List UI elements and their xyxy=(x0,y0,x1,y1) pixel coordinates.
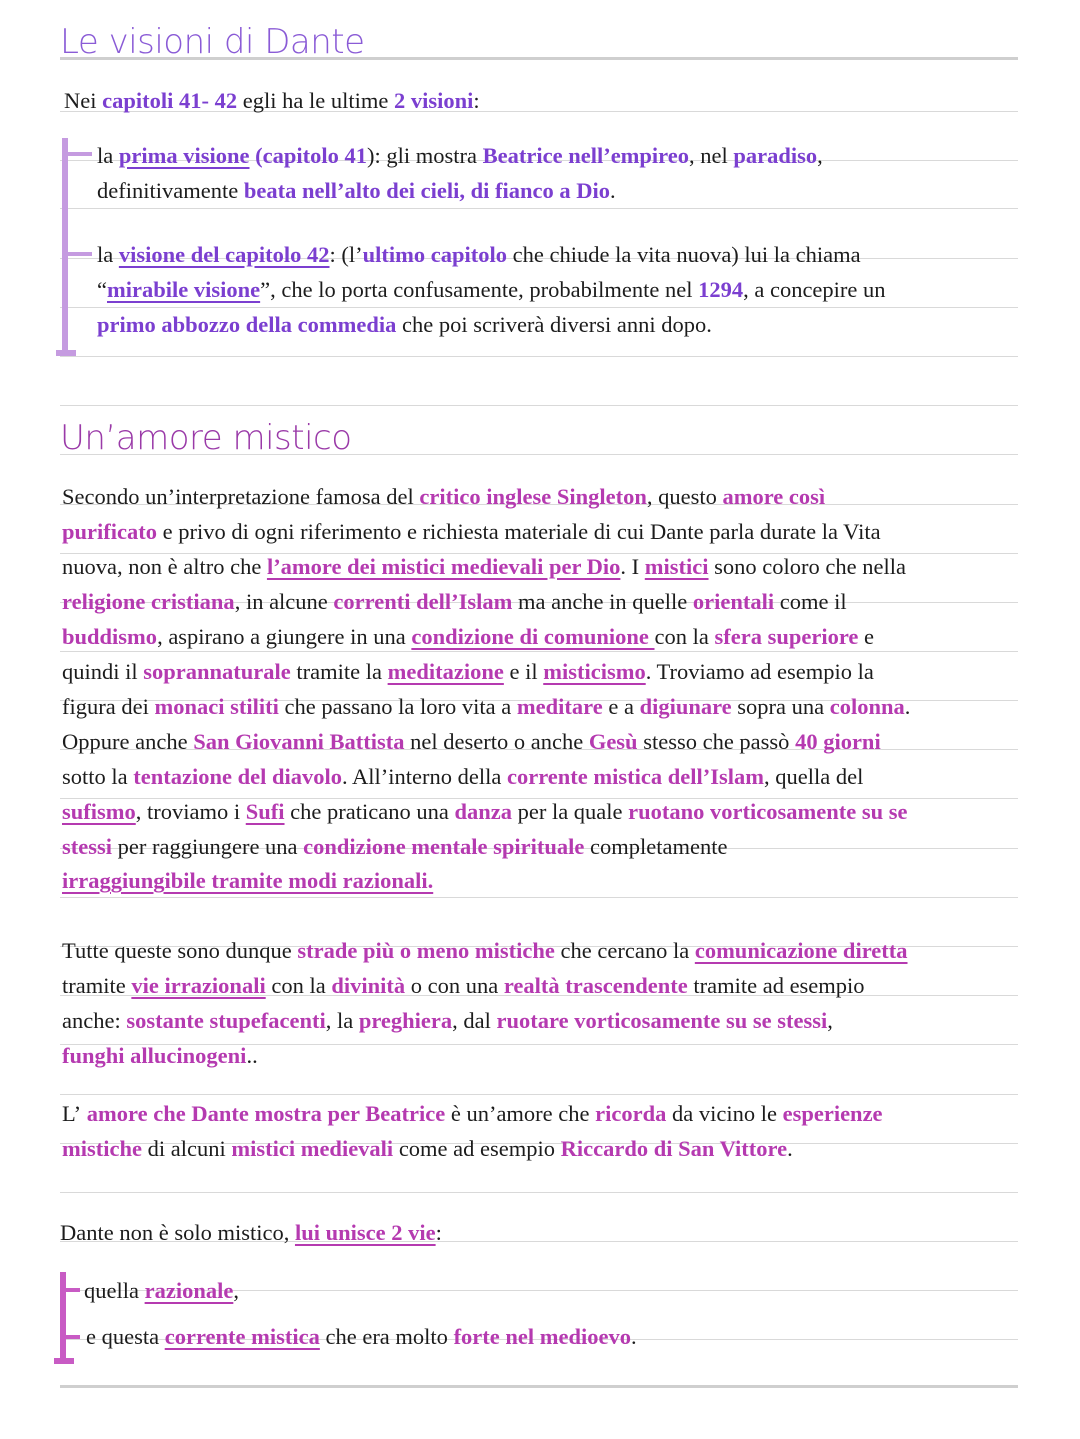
list-item-cont: definitivamente beata nell’alto dei cieli, di fianco a Dio. xyxy=(97,178,616,203)
list-bracket-tick xyxy=(60,1335,80,1339)
list-bracket xyxy=(60,1272,66,1362)
ruled-line xyxy=(60,1094,1018,1095)
section-title: Le visioni di Dante xyxy=(60,22,365,62)
list-bracket-tick xyxy=(62,152,92,156)
ruled-line xyxy=(60,307,1018,308)
intro-line: Nei capitoli 41- 42 egli ha le ultime 2 visioni: xyxy=(64,88,480,113)
list-item: la prima visione (capitolo 41): gli mostra Beatrice nell’empireo, nel paradiso, xyxy=(97,143,823,168)
list-bracket-tick xyxy=(62,252,92,256)
list-item: e questa corrente mistica che era molto forte nel medioevo. xyxy=(86,1324,637,1349)
section-title: Un’amore mistico xyxy=(60,418,352,458)
list-bracket-foot xyxy=(54,1358,74,1364)
ruled-line xyxy=(60,208,1018,209)
paragraph: Dante non è solo mistico, lui unisce 2 vie: xyxy=(60,1220,442,1245)
ruled-line xyxy=(60,356,1018,357)
ruled-line xyxy=(60,1192,1018,1193)
list-item: quella razionale, xyxy=(84,1278,239,1303)
ruled-line xyxy=(60,1385,1018,1388)
list-item-cont: “mirabile visione”, che lo porta confusamente, probabilmente nel 1294, a concepire un xyxy=(97,277,886,302)
list-bracket-tick xyxy=(60,1288,80,1292)
list-item: la visione del capitolo 42: (l’ultimo capitolo che chiude la vita nuova) lui la chiama xyxy=(97,242,861,267)
ruled-line xyxy=(60,897,1018,898)
notes-page: Le visioni di Dante Nei capitoli 41- 42 egli ha le ultime 2 visioni: la prima visione (capitolo 41): gli mostra Beatrice nell’empireo, nel paradiso, definitivamente beata nell’alto dei cieli, di fianco a Dio. la visione del capitolo 42: (l’ultimo capitolo che chiude la vita nuova) lui la chiama “mirabile visione”, che lo porta confusamente, probabilmente nel 1294, a concepire un primo abbozzo della commedia che poi scriverà diversi anni dopo. Un’amore mistico Secondo un’interpretazione famosa del critico inglese Singleton, questo amore così purificato e privo di ogni riferimento e richiesta materiale di cui Dante parla durate la Vita nuova, non è altro che l’amore dei mistici medievali per Dio. I mistici sono coloro che nella religione cristiana, in alcune correnti dell’Islam ma anche in quelle orientali come il buddismo, aspirano a giungere in una condizione di comunione con la sfera superiore e quindi il soprannaturale tramite la meditazione e il misticismo. Troviamo ad esempio la figura dei monaci stiliti che passano la loro vita a meditare e a digiunare sopra una colonna. Oppure anche San Giovanni Battista nel deserto o anche Gesù stesso che passò 40 giorni sotto la tentazione del diavolo. All’interno della corrente mistica dell’Islam, quella del sufismo, troviamo i Sufi che praticano una danza per la quale ruotano vorticosamente su se stessi per raggiungere una condizione mentale spirituale completamente irraggiungibile tramite modi razionali. Tutte queste sono dunque strade più o meno mistiche che cercano la comunicazione diretta tramite vie irrazionali con la divinità o con una realtà trascendente tramite ad esempio anche: sostante stupefacenti, la preghiera, dal ruotare vorticosamente su se stessi, funghi allucinogeni.. L’ amore che Dante mostra per Beatrice è un’amore che ricorda da vicino le esperienze mistiche di alcuni mistici medievali come ad esempio Riccardo di San Vittore. Dante non è solo mistico, lui unisce 2 vie: quella razionale, e questa corrente mistica che era molto forte nel medioevo. xyxy=(0,0,1080,1439)
list-item-cont: primo abbozzo della commedia che poi scriverà diversi anni dopo. xyxy=(97,312,712,337)
list-bracket-foot xyxy=(56,350,76,356)
list-bracket xyxy=(62,138,68,356)
ruled-line xyxy=(60,405,1018,406)
